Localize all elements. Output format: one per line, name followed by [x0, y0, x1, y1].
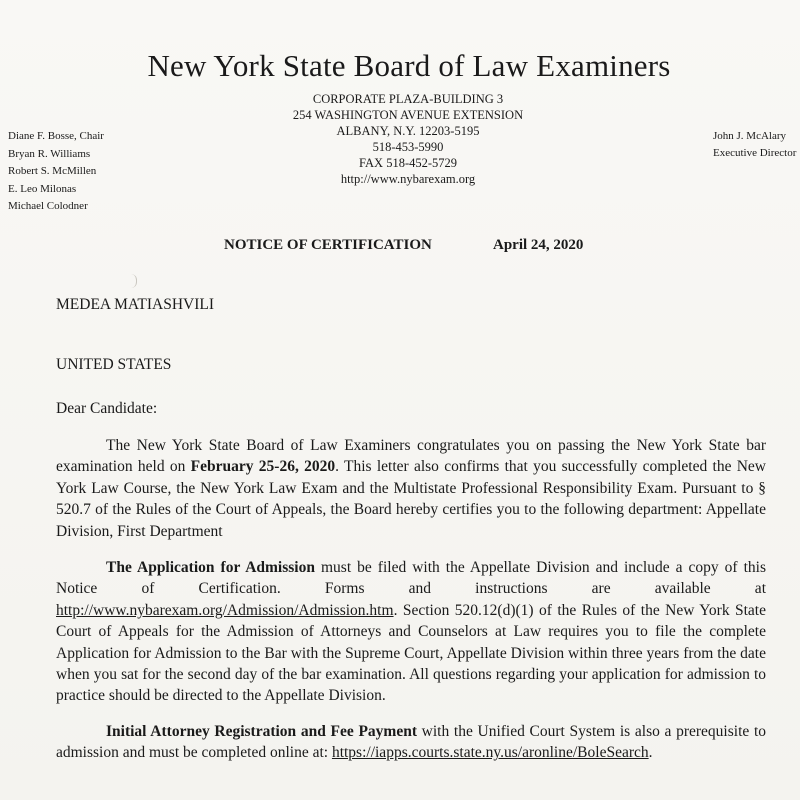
letterhead-address [258, 91, 558, 187]
board-member: E. Leo Milonas [8, 182, 77, 195]
letterhead-title: New York State Board of Law Examiners [147, 48, 671, 83]
paragraph-congratulations [56, 435, 766, 542]
website-line: http://www.nybarexam.org [340, 172, 476, 186]
address-line: ALBANY, N.Y. 12203-5195 [336, 124, 480, 138]
board-member: Robert S. McMillen [8, 165, 97, 177]
scan-mark [131, 274, 137, 288]
paragraph-text: . Section 520.12(d)(1) of the Rules of the New York State Court of Appeals for the Admission of Attorneys and Counselors at Law requires you to file the complete Application for Admission to the Bar with the Supreme Court, Appellate Division within three years from the date when you sat for the second day of the bar examination. All questions regarding your application for admission to practice should be directed to the Appellate Division. [56, 601, 766, 705]
paragraph-text: . [648, 744, 653, 762]
salutation: Dear Candidate: [56, 400, 158, 417]
board-member: Bryan R. Williams [8, 147, 91, 160]
address-line: 254 WASHINGTON AVENUE EXTENSION [292, 108, 524, 122]
paragraph-text: The New York State Board of Law Examiners congratulates you on passing the New York State bar examination held on [56, 437, 766, 476]
paragraph-text: must be filed with the Appellate Division and include a copy of this Notice of Certification. Forms and instructions are available at [56, 559, 766, 598]
fax-line: FAX 518-452-5729 [358, 156, 458, 170]
notice-title: NOTICE OF CERTIFICATION [224, 237, 432, 253]
paragraph-application [56, 557, 766, 707]
paragraph-registration [56, 721, 766, 764]
phone-line: 518-453-5990 [372, 140, 444, 154]
admission-link[interactable]: http://www.nybarexam.org/Admission/Admission.htm [56, 601, 394, 619]
board-members-list [8, 128, 104, 216]
paragraph-text: with the Unified Court System is also a prerequisite to admission and must be completed online at: [56, 723, 766, 762]
executive-name: John J. McAlary [713, 130, 787, 142]
executive-title: Executive Director [713, 147, 797, 159]
application-heading: The Application for Admission [106, 559, 315, 576]
registration-heading: Initial Attorney Registration and Fee Payment [106, 723, 417, 740]
paragraph-text: . This letter also confirms that you successfully completed the New York Law Course, the New York Law Exam and the Multistate Professional Responsibility Exam. Pursuant to § 520.7 of the Rules of the Court of Appeals, the Board hereby certifies you to the following department: Appellate Division, First Department [56, 458, 766, 540]
board-member: Michael Colodner [8, 200, 88, 212]
address-line: CORPORATE PLAZA-BUILDING 3 [312, 92, 504, 106]
notice-date: April 24, 2020 [493, 237, 584, 253]
exam-dates: February 25-26, 2020 [190, 458, 336, 476]
registration-link[interactable]: https://iapps.courts.state.ny.us/aronline/BoleSearch [331, 744, 649, 762]
recipient-name: MEDEA MATIASHVILI [56, 296, 215, 313]
board-member: Diane F. Bosse, Chair [8, 130, 104, 142]
executive-block [713, 128, 796, 162]
recipient-country: UNITED STATES [56, 356, 172, 373]
